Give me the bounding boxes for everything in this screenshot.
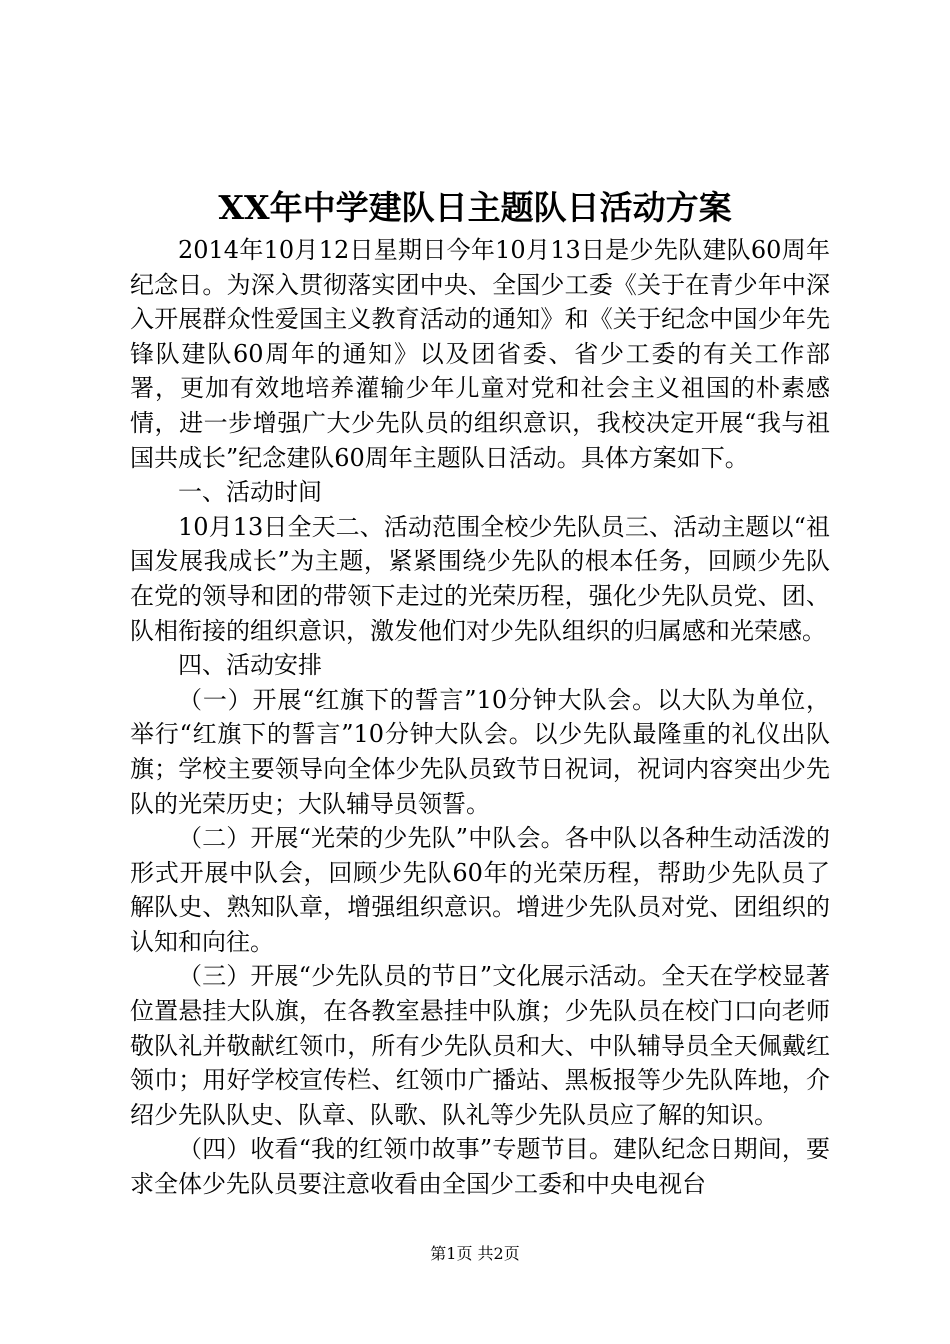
heading-activity-time: 一、活动时间 bbox=[178, 478, 322, 507]
paragraph-arrangement-2: （二）开展“光荣的少先队”中队会。各中队以各种生动活泼的形式开展中队会，回顾少先队60年的光荣历程，帮助少先队员了解队史、熟知队章，增强组织意识。增进少先队员对党、团组织的认知和向往。 bbox=[130, 824, 830, 956]
document-body bbox=[130, 233, 830, 1202]
paragraph-intro: 2014年10月12日星期日今年10月13日是少先队建队60周年纪念日。为深入贯彻落实团中央、全国少工委《关于在青少年中深入开展群众性爱国主义教育活动的通知》和《关于纪念中国少年先锋队建队60周年的通知》以及团省委、省少工委的有关工作部署，更加有效地培养灌输少年儿童对党和社会主义祖国的朴素感情，进一步增强广大少先队员的组织意识，我校决定开展“我与祖国共成长”纪念建队60周年主题队日活动。具体方案如下。 bbox=[130, 236, 830, 472]
paragraph-time-scope-theme: 10月13日全天二、活动范围全校少先队员三、活动主题以“祖国发展我成长”为主题，紧紧围绕少先队的根本任务，回顾少先队在党的领导和团的带领下走过的光荣历程，强化少先队员党、团、队相衔接的组织意识，激发他们对少先队组织的归属感和光荣感。 bbox=[130, 512, 830, 645]
heading-activity-arrangement: 四、活动安排 bbox=[178, 651, 322, 680]
paragraph-arrangement-4: （四）收看“我的红领巾故事”专题节目。建队纪念日期间，要求全体少先队员要注意收看由全国少工委和中央电视台 bbox=[130, 1135, 830, 1199]
paragraph-arrangement-1: （一）开展“红旗下的誓言”10分钟大队会。以大队为单位，举行“红旗下的誓言”10分钟大队会。以少先队最隆重的礼仪出队旗；学校主要领导向全体少先队员致节日祝词，祝词内容突出少先队的光荣历史；大队辅导员领誓。 bbox=[130, 685, 830, 818]
page-number: 第1页 共2页 bbox=[430, 1244, 520, 1263]
paragraph-arrangement-3: （三）开展“少先队员的节日”文化展示活动。全天在学校显著位置悬挂大队旗，在各教室悬挂中队旗；少先队员在校门口向老师敬队礼并敬献红领巾，所有少先队员和大、中队辅导员全天佩戴红领巾；用好学校宣传栏、红领巾广播站、黑板报等少先队阵地，介绍少先队队史、队章、队歌、队礼等少先队员应了解的知识。 bbox=[130, 962, 830, 1129]
document-title: XX年中学建队日主题队日活动方案 bbox=[218, 188, 732, 227]
